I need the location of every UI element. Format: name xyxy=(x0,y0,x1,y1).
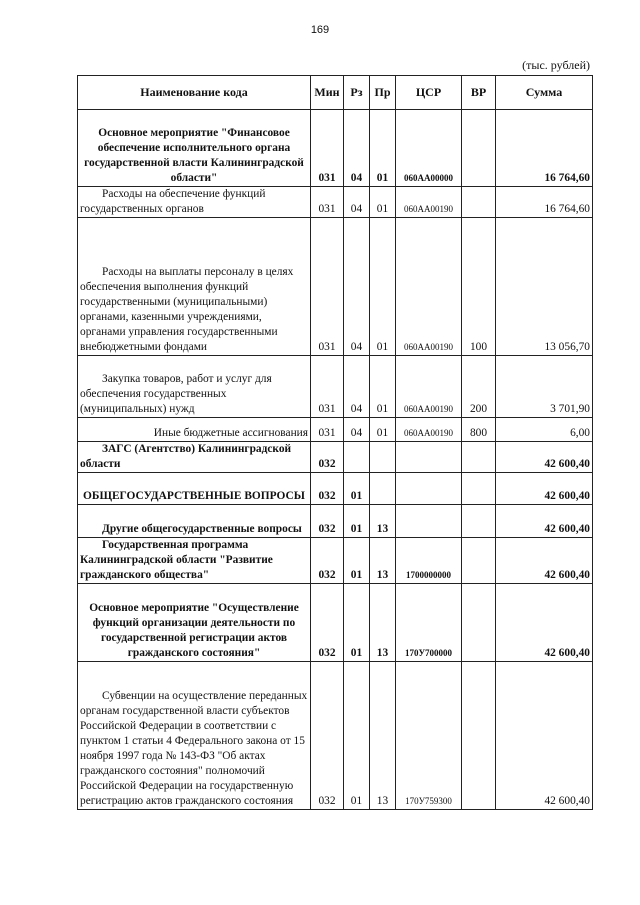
cell-name: ОБЩЕГОСУДАРСТВЕННЫЕ ВОПРОСЫ xyxy=(78,473,311,505)
col-header-sum: Сумма xyxy=(496,76,593,110)
cell-pr: 01 xyxy=(370,356,396,418)
cell-csr: 170У759300 xyxy=(396,662,462,810)
col-header-rz: Рз xyxy=(344,76,370,110)
cell-name: ЗАГС (Агентство) Калининградской области xyxy=(78,442,311,473)
cell-sum: 42 600,40 xyxy=(496,442,593,473)
cell-pr xyxy=(370,442,396,473)
cell-csr: 060АА00190 xyxy=(396,356,462,418)
cell-vr xyxy=(462,505,496,538)
cell-sum: 16 764,60 xyxy=(496,110,593,187)
cell-pr: 13 xyxy=(370,662,396,810)
cell-vr: 800 xyxy=(462,418,496,442)
cell-csr: 060АА00190 xyxy=(396,418,462,442)
cell-pr: 13 xyxy=(370,538,396,584)
cell-vr xyxy=(462,187,496,218)
cell-csr xyxy=(396,442,462,473)
cell-sum: 16 764,60 xyxy=(496,187,593,218)
cell-rz xyxy=(344,442,370,473)
cell-pr xyxy=(370,473,396,505)
cell-pr: 01 xyxy=(370,187,396,218)
cell-min: 032 xyxy=(311,505,344,538)
cell-csr: 060АА00000 xyxy=(396,110,462,187)
cell-vr xyxy=(462,442,496,473)
cell-sum: 42 600,40 xyxy=(496,662,593,810)
cell-name: Другие общегосударственные вопросы xyxy=(78,505,311,538)
cell-sum: 42 600,40 xyxy=(496,584,593,662)
cell-csr xyxy=(396,505,462,538)
cell-sum: 13 056,70 xyxy=(496,218,593,356)
cell-csr: 170У700000 xyxy=(396,584,462,662)
cell-pr: 01 xyxy=(370,110,396,187)
cell-pr: 13 xyxy=(370,505,396,538)
table-row xyxy=(78,218,593,356)
budget-table xyxy=(77,75,593,810)
cell-min: 031 xyxy=(311,218,344,356)
cell-name: Субвенции на осуществление переданных органам государственной власти субъектов Российской Федерации в соответствии с пунктом 1 статьи 4 Федерального закона от 15 ноября 1997 года № 143-ФЗ "Об актах гражданского состояния" полномочий Российской Федерации на государственную регистрацию актов гражданского состояния xyxy=(78,662,311,810)
cell-rz: 01 xyxy=(344,662,370,810)
cell-rz: 04 xyxy=(344,110,370,187)
cell-vr xyxy=(462,538,496,584)
cell-name: Расходы на выплаты персоналу в целях обеспечения выполнения функций государственными (муниципальными) органами, казенными учреждениями, органами управления государственными внебюджетными фондами xyxy=(78,218,311,356)
cell-sum: 42 600,40 xyxy=(496,473,593,505)
cell-vr xyxy=(462,584,496,662)
cell-min: 031 xyxy=(311,110,344,187)
table-row xyxy=(78,356,593,418)
cell-rz: 01 xyxy=(344,584,370,662)
cell-min: 032 xyxy=(311,473,344,505)
col-header-min: Мин xyxy=(311,76,344,110)
cell-vr xyxy=(462,662,496,810)
cell-min: 031 xyxy=(311,418,344,442)
table-row xyxy=(78,662,593,810)
table-row xyxy=(78,538,593,584)
cell-vr xyxy=(462,110,496,187)
cell-name: Иные бюджетные ассигнования xyxy=(78,418,311,442)
cell-min: 031 xyxy=(311,356,344,418)
cell-pr: 01 xyxy=(370,418,396,442)
cell-vr: 200 xyxy=(462,356,496,418)
cell-name: Расходы на обеспечение функций государственных органов xyxy=(78,187,311,218)
cell-sum: 6,00 xyxy=(496,418,593,442)
cell-min: 032 xyxy=(311,662,344,810)
cell-rz: 04 xyxy=(344,187,370,218)
cell-rz: 04 xyxy=(344,218,370,356)
table-row xyxy=(78,584,593,662)
col-header-csr: ЦСР xyxy=(396,76,462,110)
header-row xyxy=(78,76,593,110)
cell-min: 031 xyxy=(311,187,344,218)
units-label: (тыс. рублей) xyxy=(522,58,590,72)
cell-min: 032 xyxy=(311,584,344,662)
table-row xyxy=(78,473,593,505)
cell-vr: 100 xyxy=(462,218,496,356)
col-header-vr: ВР xyxy=(462,76,496,110)
table-row xyxy=(78,418,593,442)
cell-rz: 01 xyxy=(344,505,370,538)
cell-sum: 3 701,90 xyxy=(496,356,593,418)
cell-rz: 01 xyxy=(344,538,370,584)
cell-name: Закупка товаров, работ и услуг для обеспечения государственных (муниципальных) нужд xyxy=(78,356,311,418)
cell-csr: 060АА00190 xyxy=(396,218,462,356)
cell-csr xyxy=(396,473,462,505)
col-header-name: Наименование кода xyxy=(78,76,311,110)
cell-pr: 13 xyxy=(370,584,396,662)
table-row xyxy=(78,110,593,187)
table-row xyxy=(78,442,593,473)
cell-name: Государственная программа Калининградской области "Развитие гражданского общества" xyxy=(78,538,311,584)
cell-rz: 01 xyxy=(344,473,370,505)
cell-csr: 1700000000 xyxy=(396,538,462,584)
col-header-pr: Пр xyxy=(370,76,396,110)
cell-vr xyxy=(462,473,496,505)
cell-name: Основное мероприятие "Финансовое обеспечение исполнительного органа государственной власти Калининградской области" xyxy=(78,110,311,187)
table-row xyxy=(78,187,593,218)
cell-sum: 42 600,40 xyxy=(496,538,593,584)
page-number: 169 xyxy=(310,24,330,36)
cell-rz: 04 xyxy=(344,418,370,442)
cell-csr: 060АА00190 xyxy=(396,187,462,218)
cell-min: 032 xyxy=(311,538,344,584)
cell-sum: 42 600,40 xyxy=(496,505,593,538)
cell-name: Основное мероприятие "Осуществление функций организации деятельности по государственной регистрации актов гражданского состояния" xyxy=(78,584,311,662)
cell-min: 032 xyxy=(311,442,344,473)
cell-pr: 01 xyxy=(370,218,396,356)
table-row xyxy=(78,505,593,538)
cell-rz: 04 xyxy=(344,356,370,418)
